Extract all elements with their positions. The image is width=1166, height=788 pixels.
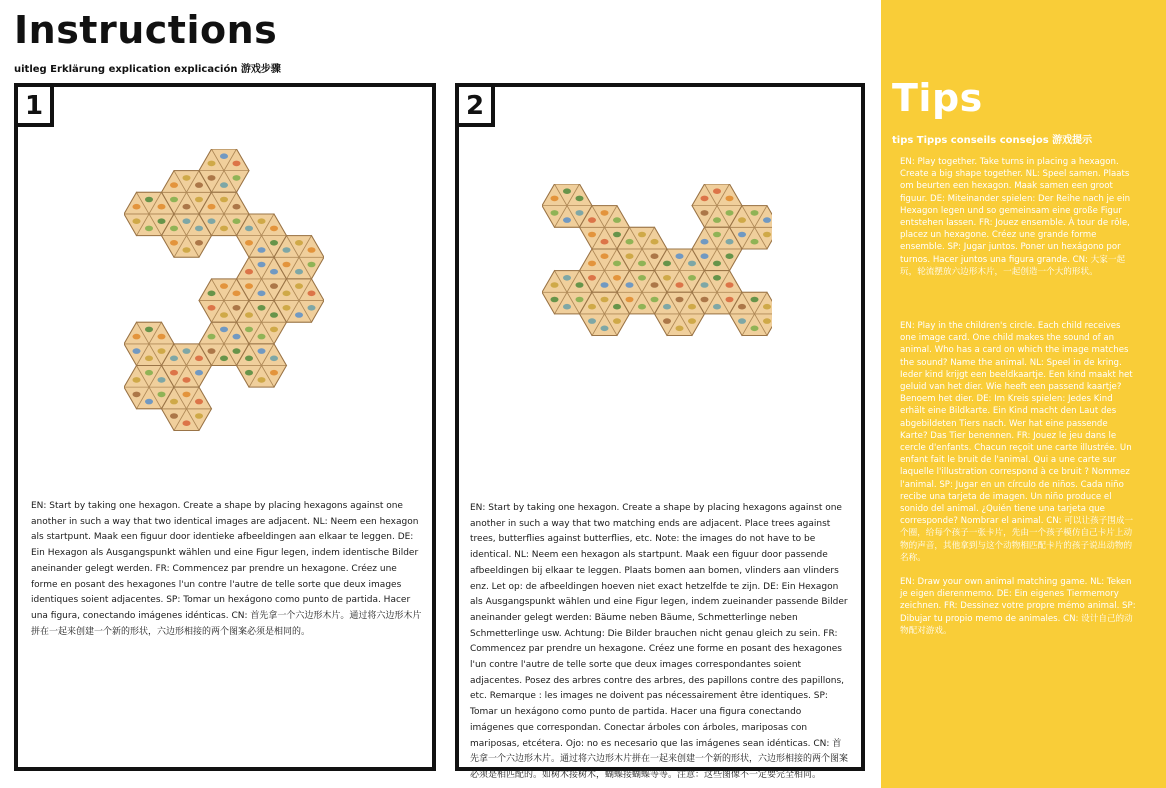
page-subtitle: uitleg Erklärung explication explicación 游戏步骤 bbox=[14, 64, 281, 75]
instruction-panel-1 bbox=[14, 83, 436, 771]
tip-text: EN: Play together. Take turns in placing a hexagon. Create a big shape together. NL: Speel samen. Plaats om beurten een hexagon. Maak samen een groot figuur. DE: Miteinander spielen: Der Reihe nach je ein Hexagon legen und so gemeinsam eine große Figur entstehen lassen. FR: Jouez ensemble. À tour de rôle, placez un hexagone. Créez une grande forme ensemble. SP: Jugar juntos. Poner un hexágono por turnos. Hacer juntos una figura grande. CN: 大家一起玩，轮流摆放六边形木片，一起创造一个大的形状。 bbox=[900, 157, 1131, 277]
tip-text: EN: Play in the children's circle. Each child receives one image card. One child makes the sound of an animal. Who has a card on which the image matches the sound? Name the animal. NL: Speel in de kring. Ieder kind krijgt een beeldkaartje. Een kind maakt het geluid van het dier. Wie heeft een passend kaartje? Benoem het dier. DE: Im Kreis spielen: Jedes Kind erhält eine Bildkarte. Ein Kind macht den Laut des abgebildeten Tiers nach. Wer hat eine passende Karte? Das Tier benennen. FR: Jouez le jeu dans le cercle d'enfants. Chacun reçoit une carte illustrée. Un enfant fait le bruit de l'animal. Qui a une carte sur laquelle l'illustration correspond à ce bruit ? Nommez l'animal. SP: Jugar en un círculo de niños. Cada niño recibe una tarjeta de imagen. Un niño produce el sonido del animal. ¿Quién tiene una tarjeta que corresponde? Nombrar el animal. CN: 可以让孩子围成一个圈，给每个孩子一张卡片，先由一个孩子模仿自己卡片上动物的声音，其他拿到与这个动物相匹配卡片的孩子说出动物的名称。 bbox=[900, 321, 1134, 563]
hexagon-tile-shape-illustration bbox=[542, 184, 772, 386]
instruction-text: EN: Start by taking one hexagon. Create a shape by placing hexagons against one another in such a way that two identical images are adjacent. NL: Neem een hexagon als startpunt. Maak een figuur door identieke afbeeldingen aan elkaar te leggen. DE: Ein Hexagon als Ausgangspunkt wählen und eine Figur legen, indem identische Bilder aneinander gelegt werden. FR: Commencez par prendre un hexagone. Créez une forme en posant des hexagones l'un contre l'autre de telle sorte que deux images identiques soient adjacentes. SP: Tomar un hexágono como punto de partida. Hacer una figura, conectando imágenes idénticas. CN: 首先拿一个六边形木片。通过将六边形木片拼在一起来创建一个新的形状，六边形相接的两个图案必须是相同的。 bbox=[31, 501, 422, 637]
instruction-panel-2 bbox=[455, 83, 865, 780]
step-number: 1 bbox=[18, 87, 54, 127]
tips-sidebar bbox=[881, 0, 1166, 788]
page-title: Instructions bbox=[14, 8, 278, 52]
step-number: 2 bbox=[459, 87, 495, 127]
hexagon-tile-shape-illustration bbox=[124, 149, 324, 455]
tip-text: EN: Draw your own animal matching game. NL: Teken je eigen dierenmemo. DE: Ein eigenes Tiermemory zeichnen. FR: Dessinez votre propre mémo animal. SP: Dibujar tu propio memo de animales. CN: 设计自己的动物配对游戏。 bbox=[900, 577, 1136, 636]
tips-subtitle: tips Tipps conseils consejos 游戏提示 bbox=[892, 135, 1093, 146]
tips-title: Tips bbox=[892, 76, 983, 120]
instruction-text: EN: Start by taking one hexagon. Create a shape by placing hexagons against one another in such a way that two matching ends are adjacent. Place trees against trees, butterflies against butterflies, etc. Note: the images do not have to be identical. NL: Neem een hexagon als startpunt. Maak een figuur door passende afbeeldingen bij elkaar te leggen. Plaats bomen aan bomen, vlinders aan vlinders enz. Let op: de afbeeldingen hoeven niet exact hetzelfde te zijn. DE: Ein Hexagon als Ausgangspunkt wählen und eine Figur legen, indem zueinander passende Bilder aneinander gelegt werden: Bäume neben Bäume, Schmetterlinge neben Schmetterlinge usw. Achtung: Die Bilder brauchen nicht genau gleich zu sein. FR: Commencez par prendre un hexagone. Créez une forme en posant des hexagones l'un contre l'autre de telle sorte que deux images correspondantes soient adjacentes. Posez des arbres contre des arbres, des papillons contre des papillons, etc. Remarque : les images ne doivent pas nécessairement être identiques. SP: Tomar un hexágono como punto de partida. Hacer una figura conectando imágenes que correspondan. Conectar árboles con árboles, mariposas con mariposas, etcétera. Ojo: no es necesario que las imágenes sean idénticas. CN: 首先拿一个六边形木片。通过将六边形木片拼在一起来创建一个新的形状，六边形相接的两个图案必须是相匹配的。如树木接树木，蝴蝶接蝴蝶等等。注意：这些图像不一定要完全相同。 bbox=[470, 503, 849, 780]
